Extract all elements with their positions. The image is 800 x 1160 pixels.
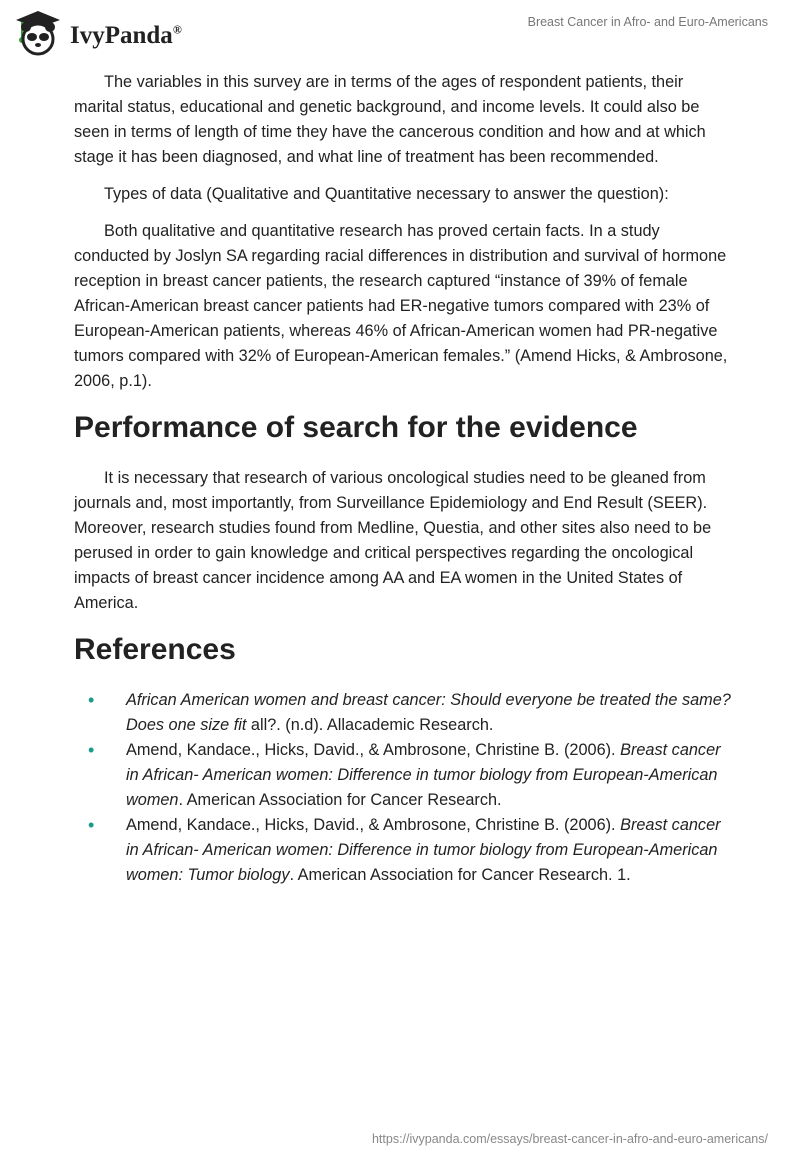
reference-item: • Amend, Kandace., Hicks, David., & Ambrosone, Christine B. (2006). Breast cancer in African- American women: Difference in tumor biology from European-American women: Tumor biology. American Association for Cancer Research. 1.	[88, 815, 721, 884]
bullet-icon: •	[88, 740, 95, 760]
paragraph: It is necessary that research of various oncological studies need to be gleaned from journals and, most importantly, from Surveillance Epidemiology and End Result (SEER). Moreover, research studies found from Medline, Questia, and other sites also need to be perused in order to gain knowledge and critical perspectives regarding the oncological impacts of breast cancer incidence among AA and EA women in the United States of America.	[74, 469, 712, 612]
ivypanda-logo[interactable]	[12, 8, 182, 56]
section-heading-search: Performance of search for the evidence	[74, 411, 638, 444]
bullet-icon: •	[88, 690, 95, 710]
bullet-icon: •	[88, 815, 95, 835]
reference-item: • African American women and breast cancer: Should everyone be treated the same? Does one size fit all?. (n.d). Allacademic Research.	[88, 690, 731, 734]
paragraph: Both qualitative and quantitative research has proved certain facts. In a study conducted by Joslyn SA regarding racial differences in distribution and survival of hormone reception in breast cancer patients, the research captured “instance of 39% of female African-American breast cancer patients had ER-negative tumors compared with 23% of European-American patients, whereas 46% of African-American women had PR-negative tumors compared with 32% of European-American females.” (Amend Hicks, & Ambrosone, 2006, p.1).	[74, 222, 728, 390]
reference-item: • Amend, Kandace., Hicks, David., & Ambrosone, Christine B. (2006). Breast cancer in African- American women: Difference in tumor biology from European-American women. American Association for Cancer Research.	[88, 740, 721, 809]
reference-list	[74, 688, 734, 888]
brand-name: IvyPanda®	[70, 22, 182, 49]
document-title: Breast Cancer in Afro- and Euro-Americans	[527, 15, 768, 29]
section-heading-references: References	[74, 633, 236, 666]
source-url[interactable]: https://ivypanda.com/essays/breast-cancer-in-afro-and-euro-americans/	[371, 1132, 768, 1146]
article-body	[74, 70, 734, 888]
paragraph: The variables in this survey are in terms of the ages of respondent patients, their marital status, educational and genetic background, and income levels. It could also be seen in terms of length of time they have the cancerous condition and how and at which stage it has been diagnosed, and what line of treatment has been recommended.	[74, 73, 706, 166]
paragraph: Types of data (Qualitative and Quantitative necessary to answer the question):	[104, 185, 669, 203]
panda-graduate-icon	[12, 8, 64, 56]
